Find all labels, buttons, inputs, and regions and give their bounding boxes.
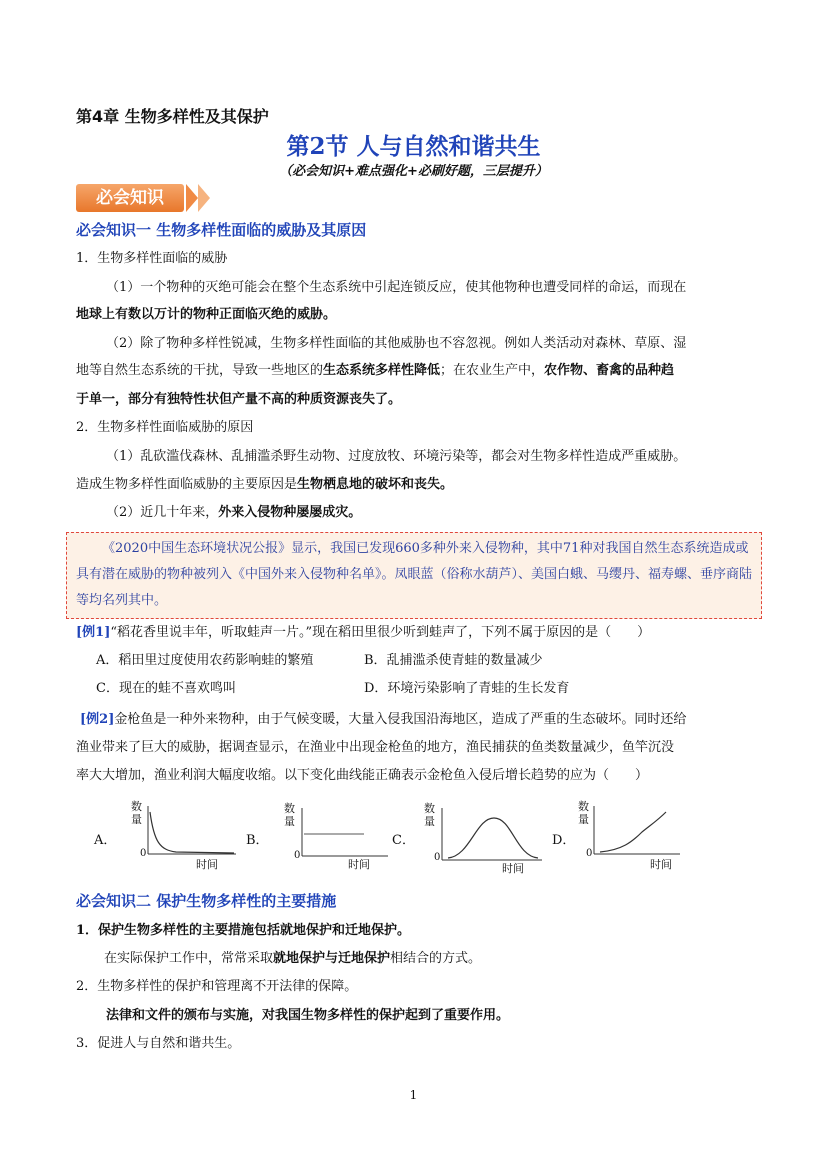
page-number: 1 [409,1088,418,1102]
paragraph [76,360,756,382]
option-c: C．现在的蛙不喜欢鸣叫 [96,681,236,696]
chevron-icon [198,184,210,212]
item-1: 1．生物多样性面临的威胁 [76,251,228,266]
heading-knowledge-2: 必会知识二 保护生物多样性的主要措施 [76,892,337,910]
emphasis: 1．保护生物多样性的主要措施包括就地保护和迁地保护。 [76,923,411,938]
option-a: A．稻田里过度使用农药影响蛙的繁殖 [96,653,314,668]
x-label: 时间 [196,858,218,871]
section-title: 第2节 人与自然和谐共生 [286,133,541,160]
origin-label: 0 [586,848,593,859]
example-tag: [例1] [76,625,111,640]
emphasis: 农作物、畜禽的品种趋 [544,363,675,378]
curve [150,812,234,853]
text: 地等自然生态系统的干扰，导致一些地区的 [76,363,324,378]
option-d: D．环境污染影响了青蛙的生长发育 [364,681,570,696]
heading-knowledge-1: 必会知识一 生物多样性面临的威胁及其原因 [76,221,367,239]
emphasis: 就地保护与迁地保护 [273,951,391,966]
paragraph [76,389,756,411]
chevron-icon [186,184,198,212]
option-b: B．乱捕滥杀使青蛙的数量减少 [364,653,543,668]
question-line: 渔业带来了巨大的威胁，据调查显示，在渔业中出现金枪鱼的地方，渔民捕获的鱼类数量减少，鱼竿沉没 [76,740,675,755]
paragraph [76,948,754,970]
text: （2）近几十年来， [106,505,219,520]
text: 在实际保护工作中，常常采取 [104,951,274,966]
y-label: 数量 [284,802,295,828]
subtitle: （必会知识+难点强化+必刷好题，三层提升） [279,164,548,179]
paragraph [76,304,756,326]
emphasis: 生态系统多样性降低 [323,363,441,378]
x-label: 时间 [650,858,672,871]
example-2 [80,709,760,731]
note-text: 《2020中国生态环境状况公报》显示，我国已发现660多种外来入侵物种，其中71种对我国自然生态系统造成或具有潜在威胁的物种被列入《中国外来入侵物种名单》。凤眼蓝（俗称水葫芦）、美国白蛾、马缨丹、福寿螺、垂序商陆等均名列其中。 [76,541,753,608]
question: 金枪鱼是一种外来物种，由于气候变暖，大量入侵我国沿海地区，造成了严重的生态破坏。同时还给 [114,712,687,727]
emphasis: 生物栖息地的破坏和丧失。 [297,477,454,492]
y-label: 数量 [131,800,142,826]
y-label: 数量 [578,800,589,826]
question: “稻花香里说丰年，听取蛙声一片。”现在稻田里很少听到蛙声了，下列不属于原因的是（ ） [110,625,651,640]
graph-option-a: A． [94,833,117,848]
text: 相结合的方式。 [390,951,482,966]
graph-option-b: B． [246,833,269,848]
item-2: 2．生物多样性面临威胁的原因 [76,420,254,435]
emphasis: 于单一，部分有独特性状但产量不高的种质资源丧失了。 [76,392,402,407]
section-banner [76,182,216,214]
paragraph [76,502,756,524]
emphasis: 外来入侵物种屡屡成灾。 [218,505,362,520]
origin-label: 0 [434,852,441,863]
emphasis: 地球上有数以万计的物种正面临灭绝的威胁。 [76,307,337,322]
curve [448,818,538,858]
x-label: 时间 [502,862,524,875]
item-3: 3．促进人与自然和谐共生。 [76,1036,241,1051]
curve [600,812,666,852]
graph-b [280,800,390,872]
graph-option-d: D． [552,833,576,848]
text: 造成生物多样性面临威胁的主要原因是 [76,477,298,492]
paragraph [76,474,756,496]
paragraph: （1）一个物种的灭绝可能会在整个生态系统中引起连锁反应，使其他物种也遭受同样的命运，而现在 [106,280,687,295]
origin-label: 0 [294,850,301,861]
example-tag: [例2] [80,712,115,727]
x-label: 时间 [348,858,370,871]
text: ；在农业生产中， [440,363,545,378]
item-2: 2．生物多样性的保护和管理离不开法律的保障。 [76,979,358,994]
y-label: 数量 [424,802,435,828]
example-1 [76,622,756,644]
item-1 [76,920,756,942]
banner-label: 必会知识 [76,184,184,212]
paragraph [76,1005,756,1027]
chapter-title: 第4章 生物多样性及其保护 [76,107,269,126]
graph-option-c: C． [392,833,415,848]
question-line: 率大大增加，渔业利润大幅度收缩。以下变化曲线能正确表示金枪鱼入侵后增长趋势的应为（ ） [76,768,649,783]
emphasis: 法律和文件的颁布与实施，对我国生物多样性的保护起到了重要作用。 [106,1008,510,1023]
paragraph: （2）除了物种多样性锐减，生物多样性面临的其他威胁也不容忽视。例如人类活动对森林、草原、湿 [106,336,687,351]
paragraph: （1）乱砍滥伐森林、乱捕滥杀野生动物、过度放牧、环境污染等，都会对生物多样性造成严重威胁。 [106,449,687,464]
origin-label: 0 [140,848,147,859]
